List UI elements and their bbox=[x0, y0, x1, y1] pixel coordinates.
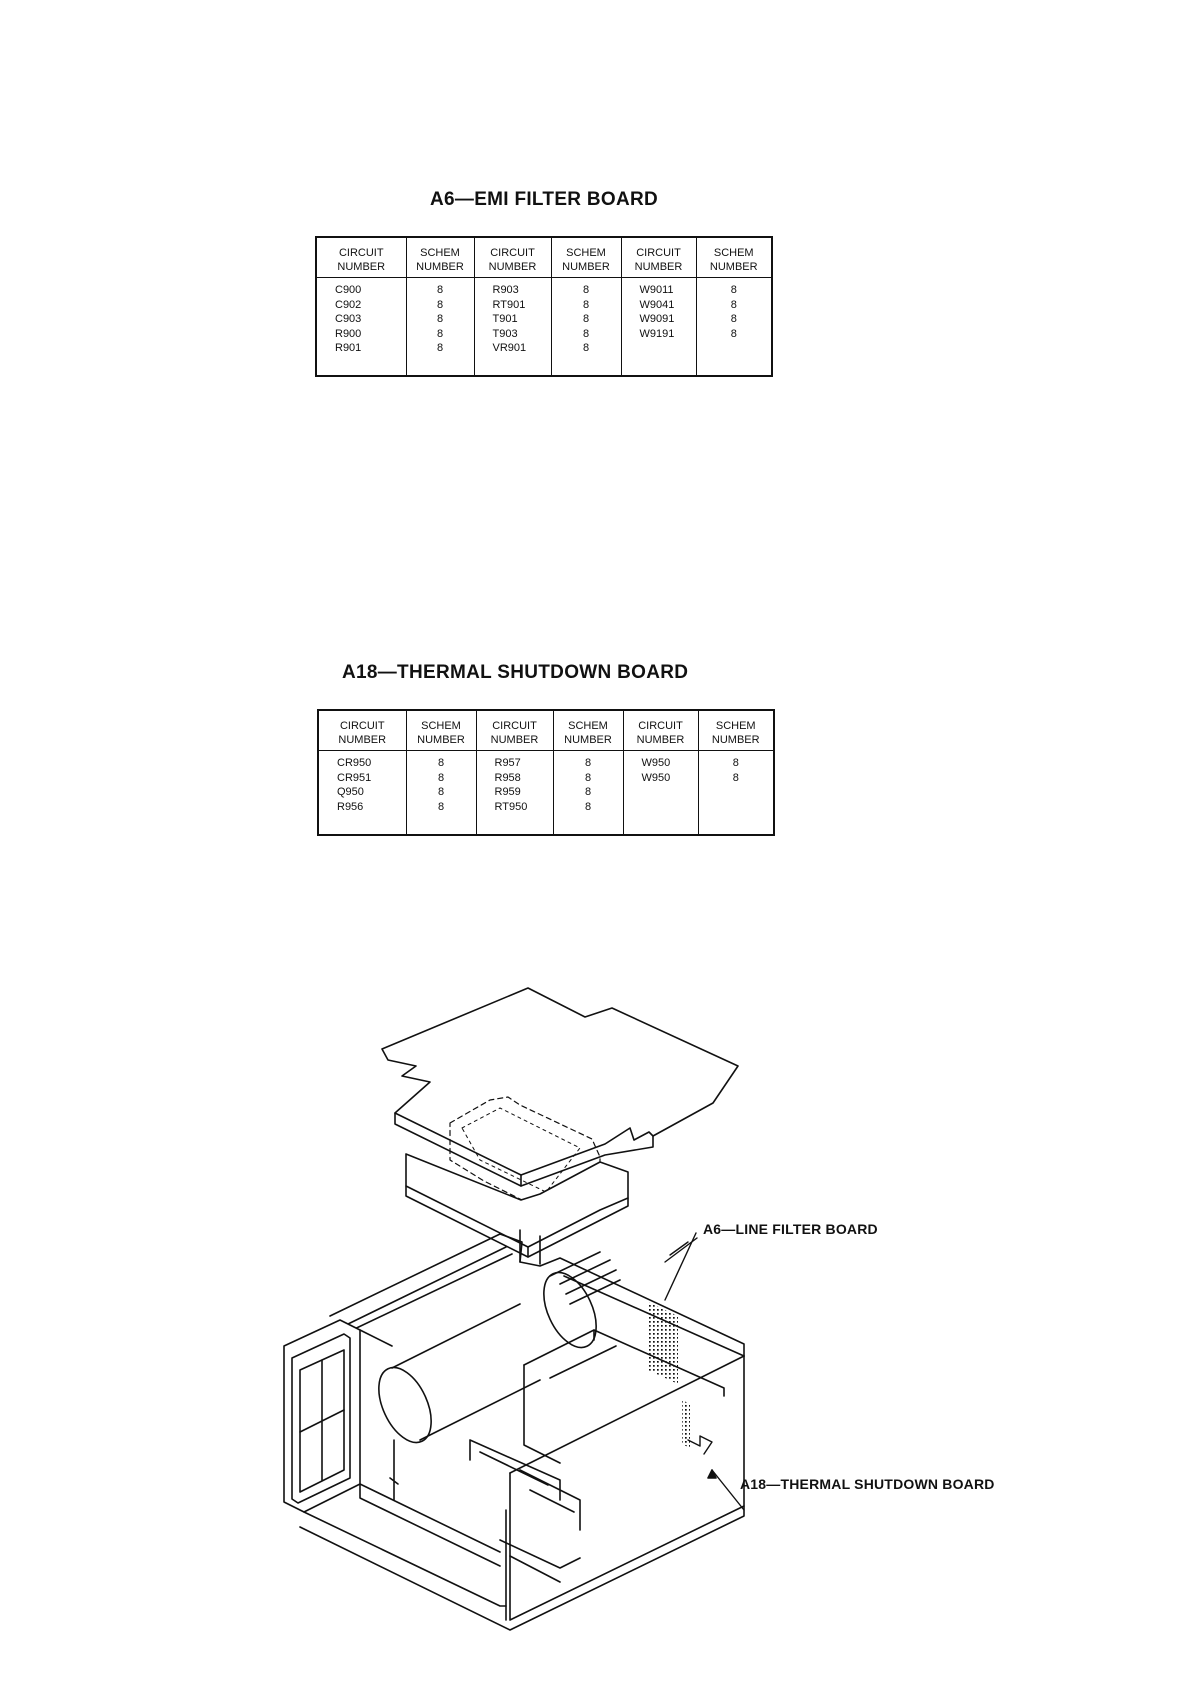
circuit-number-column: W950 W950 bbox=[623, 751, 698, 835]
header-circuit-number: CIRCUIT NUMBER bbox=[623, 710, 698, 751]
header-circuit-number: CIRCUIT NUMBER bbox=[316, 237, 406, 278]
header-circuit-number: CIRCUIT NUMBER bbox=[474, 237, 551, 278]
header-circuit-number: CIRCUIT NUMBER bbox=[318, 710, 406, 751]
circuit-number-column: R903 RT901 T901 T903 VR901 bbox=[474, 278, 551, 376]
schem-number-column: 8 8 8 8 8 bbox=[551, 278, 621, 376]
circuit-number-column: CR950 CR951 Q950 R956 bbox=[337, 757, 372, 813]
callout-thermal-shutdown-board: A18—THERMAL SHUTDOWN BOARD bbox=[740, 1476, 995, 1492]
header-schem-number: SCHEM NUMBER bbox=[406, 710, 476, 751]
header-schem-number: SCHEM NUMBER bbox=[406, 237, 474, 278]
schem-number-column: 8 8 bbox=[698, 751, 774, 835]
header-schem-number: SCHEM NUMBER bbox=[553, 710, 623, 751]
header-circuit-number: CIRCUIT NUMBER bbox=[476, 710, 553, 751]
schem-number-column: 8 8 8 8 bbox=[406, 751, 476, 835]
line-filter-board-highlight bbox=[648, 1233, 697, 1384]
header-schem-number: SCHEM NUMBER bbox=[696, 237, 772, 278]
table-title-thermal-shutdown: A18—THERMAL SHUTDOWN BOARD bbox=[342, 662, 689, 683]
table-title-emi-filter: A6—EMI FILTER BOARD bbox=[430, 189, 659, 210]
callout-line-filter-board: A6—LINE FILTER BOARD bbox=[703, 1221, 878, 1237]
schem-number-column: 8 8 8 8 8 bbox=[406, 278, 474, 376]
instrument-chassis bbox=[284, 1234, 744, 1630]
schem-number-column: 8 8 8 8 bbox=[553, 751, 623, 835]
circuit-number-column: C900 C902 C903 R900 R901 bbox=[335, 284, 362, 354]
header-circuit-number: CIRCUIT NUMBER bbox=[621, 237, 696, 278]
header-schem-number: SCHEM NUMBER bbox=[698, 710, 774, 751]
header-schem-number: SCHEM NUMBER bbox=[551, 237, 621, 278]
circuit-number-column: W9011 W9041 W9091 W9191 bbox=[621, 278, 696, 376]
circuit-number-column: R957 R958 R959 RT950 bbox=[476, 751, 553, 835]
thermal-shutdown-board-highlight bbox=[682, 1400, 744, 1510]
schem-number-column: 8 8 8 8 bbox=[696, 278, 772, 376]
